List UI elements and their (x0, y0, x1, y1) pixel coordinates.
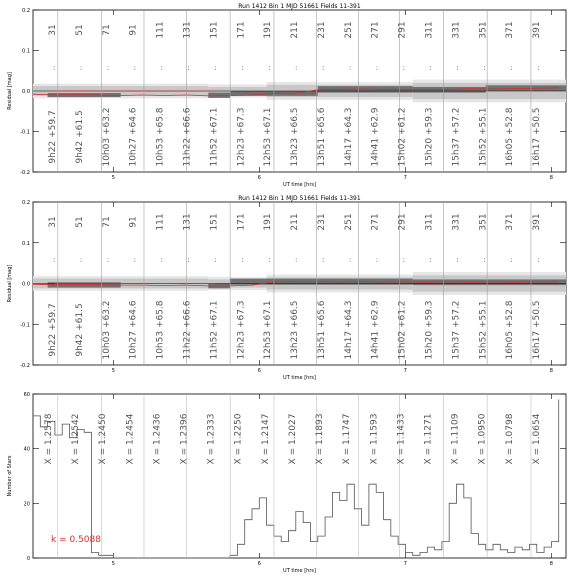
airmass-label: X = 1.1433 (396, 413, 407, 465)
field-dot-marker: : (268, 64, 271, 72)
pointing-label: 14h41 +62.9 (370, 300, 381, 360)
pointing-label: 11h22 +66.6 (182, 300, 193, 360)
field-number-label: 131 (182, 213, 193, 231)
pointing-label: 15h02 +61.2 (397, 300, 408, 360)
y-tick-label: -0.2 (20, 363, 30, 369)
airmass-label: X = 1.2578 (44, 413, 54, 465)
field-dot-marker: : (348, 256, 352, 264)
x-tick-label: 6 (257, 561, 261, 567)
field-dot-marker: : (483, 256, 486, 264)
field-dot-marker: : (160, 64, 163, 72)
field-dot-marker: : (295, 256, 298, 264)
field-dot-marker: : (241, 256, 244, 264)
x-tick-label: 6 (257, 368, 261, 374)
field-number-label: 71 (101, 216, 112, 228)
field-dot-marker: : (214, 256, 217, 264)
field-dot-marker: : (429, 64, 432, 72)
x-tick-label: 7 (403, 175, 407, 181)
x-tick-label: 8 (549, 368, 553, 374)
field-number-label: 391 (532, 21, 543, 39)
field-number-label: 351 (478, 21, 489, 39)
field-number-label: 171 (236, 21, 247, 39)
chart-title: Run 1412 Bin 1 MJD 51661 Fields 11-391 (238, 195, 361, 202)
pointing-label: 10h27 +64.6 (128, 107, 139, 167)
field-dot-marker: : (375, 256, 379, 264)
airmass-label: X = 1.1109 (450, 413, 461, 465)
pointing-label: 11h52 +67.1 (209, 300, 220, 360)
field-dot-marker: : (79, 256, 83, 264)
airmass-label: X = 1.0798 (504, 413, 515, 465)
pointing-label: 12h53 +67.1 (263, 107, 274, 167)
airmass-label: X = 1.2396 (179, 413, 190, 465)
field-number-label: 311 (424, 213, 435, 231)
pointing-label: 9h42 +61.5 (74, 303, 85, 357)
field-number-label: 171 (236, 213, 247, 231)
field-number-label: 31 (48, 24, 58, 36)
pointing-label: 10h27 +64.6 (128, 300, 139, 360)
field-number-label: 51 (74, 24, 85, 36)
pointing-label: 12h23 +67.3 (236, 107, 247, 167)
field-number-label: 231 (316, 21, 327, 39)
field-number-label: 371 (505, 21, 516, 39)
field-number-label: 71 (101, 24, 112, 36)
y-axis-label: Residual [mag] (7, 264, 13, 303)
pointing-label: 13h23 +66.5 (290, 107, 301, 167)
x-tick-label: 5 (111, 175, 115, 181)
y-tick-label: 40 (23, 446, 30, 453)
field-number-label: 151 (209, 213, 220, 231)
pointing-label: 15h20 +59.3 (424, 107, 435, 167)
field-dot-marker: : (537, 64, 540, 72)
field-dot-marker: : (537, 256, 540, 264)
x-tick-label: 6 (257, 175, 261, 181)
pointing-label: 11h22 +66.6 (182, 107, 193, 167)
x-tick-label: 5 (111, 368, 115, 374)
field-dot-marker: : (214, 64, 217, 72)
airmass-label: X = 1.2542 (71, 413, 82, 465)
x-tick-label: 8 (549, 561, 553, 567)
field-number-label: 331 (451, 21, 462, 39)
field-number-label: 351 (478, 213, 489, 231)
chart-title: Run 1412 Bin 1 MJD 51661 Fields 11-391 (238, 3, 361, 10)
field-number-label: 191 (263, 21, 274, 39)
pointing-label: 10h53 +65.8 (155, 300, 166, 360)
pointing-label: 10h03 +63.2 (101, 300, 112, 360)
pointing-label: 16h05 +52.8 (505, 107, 516, 167)
pointing-label: 15h52 +55.1 (478, 107, 489, 167)
y-axis-label: Residual [mag] (7, 72, 13, 110)
airmass-label: X = 1.1271 (423, 413, 434, 465)
field-number-label: 131 (182, 21, 193, 39)
pointing-label: 15h52 +55.1 (478, 300, 489, 360)
field-number-label: 151 (209, 21, 220, 39)
field-dot-marker: : (510, 256, 513, 264)
field-number-label: 251 (343, 21, 354, 39)
pointing-label: 14h41 +62.9 (370, 107, 381, 167)
field-dot-marker: : (321, 256, 325, 264)
airmass-label: X = 1.0654 (531, 413, 542, 465)
field-number-label: 31 (48, 216, 58, 228)
x-axis-label: UT time [hrs] (283, 568, 316, 574)
y-tick-label: 0.1 (22, 48, 30, 55)
y-tick-label: 60 (23, 392, 30, 398)
field-number-label: 291 (397, 21, 408, 39)
field-number-label: 271 (370, 21, 381, 39)
airmass-label: X = 1.2250 (233, 413, 244, 465)
pointing-label: 16h17 +50.5 (532, 300, 543, 360)
pointing-label: 13h51 +65.6 (316, 107, 327, 167)
pointing-label: 14h17 +64.3 (343, 107, 354, 167)
pointing-label: 14h17 +64.3 (343, 300, 354, 360)
field-dot-marker: : (456, 256, 459, 264)
pointing-label: 10h53 +65.8 (155, 107, 166, 167)
field-dot-marker: : (510, 64, 513, 72)
airmass-label: X = 1.0950 (477, 413, 488, 465)
field-dot-marker: : (241, 64, 244, 72)
x-tick-label: 7 (403, 561, 407, 567)
field-number-label: 51 (74, 216, 85, 228)
airmass-label: X = 1.1747 (342, 413, 353, 465)
extinction-annotation: k = 0.5088 (51, 535, 101, 545)
field-number-label: 331 (451, 213, 462, 231)
y-tick-label: 0.2 (22, 200, 30, 206)
field-number-label: 91 (128, 216, 139, 228)
pointing-label: 12h53 +67.1 (263, 300, 274, 360)
field-number-label: 271 (370, 213, 381, 231)
airmass-label: X = 1.2147 (260, 413, 271, 465)
field-dot-marker: : (483, 64, 486, 72)
y-tick-label: -0.2 (20, 170, 30, 176)
field-dot-marker: : (79, 64, 83, 72)
field-dot-marker: : (321, 64, 325, 72)
airmass-label: X = 1.1893 (315, 413, 326, 465)
pointing-label: 15h02 +61.2 (397, 107, 408, 167)
y-tick-label: 0.1 (22, 240, 30, 247)
field-dot-marker: : (375, 64, 379, 72)
field-dot-marker: : (53, 64, 56, 72)
x-tick-label: 8 (549, 175, 553, 181)
x-axis-label: UT time [hrs] (283, 182, 316, 188)
x-tick-label: 7 (403, 368, 407, 374)
pointing-label: 10h03 +63.2 (101, 107, 112, 167)
pointing-label: 15h37 +57.2 (451, 300, 462, 360)
airmass-label: X = 1.2333 (206, 413, 217, 465)
field-number-label: 251 (343, 213, 354, 231)
field-dot-marker: : (160, 256, 163, 264)
field-dot-marker: : (402, 256, 405, 264)
airmass-label: X = 1.2450 (98, 413, 109, 465)
pointing-label: 16h05 +52.8 (505, 300, 516, 360)
airmass-label: X = 1.2027 (287, 413, 298, 465)
field-dot-marker: : (402, 64, 405, 72)
field-dot-marker: : (187, 256, 190, 264)
pointing-label: 15h20 +59.3 (424, 300, 435, 360)
field-dot-marker: : (187, 64, 190, 72)
y-tick-label: 20 (23, 501, 30, 508)
pointing-label: 9h22 +59.7 (48, 303, 58, 357)
field-dot-marker: : (295, 64, 298, 72)
airmass-label: X = 1.2454 (125, 413, 136, 465)
field-number-label: 111 (155, 213, 166, 231)
field-dot-marker: : (106, 256, 110, 264)
field-dot-marker: : (456, 64, 459, 72)
field-dot-marker: : (106, 64, 110, 72)
pointing-label: 11h52 +67.1 (209, 107, 220, 167)
airmass-label: X = 1.2436 (152, 413, 163, 465)
field-number-label: 211 (290, 213, 301, 231)
y-tick-label: -0.1 (20, 129, 30, 136)
pointing-label: 16h17 +50.5 (532, 107, 543, 167)
airmass-label: X = 1.1593 (369, 413, 380, 465)
y-tick-label: -0.1 (20, 322, 30, 329)
pointing-label: 13h51 +65.6 (316, 300, 327, 360)
field-number-label: 231 (316, 213, 327, 231)
x-tick-label: 5 (111, 561, 115, 567)
field-dot-marker: : (133, 64, 137, 72)
pointing-label: 13h23 +66.5 (290, 300, 301, 360)
x-axis-label: UT time [hrs] (283, 375, 316, 381)
field-number-label: 91 (128, 24, 139, 36)
y-tick-label: 0.0 (22, 89, 30, 95)
field-dot-marker: : (348, 64, 352, 72)
y-tick-label: 0.0 (22, 281, 30, 288)
field-dot-marker: : (133, 256, 137, 264)
field-dot-marker: : (268, 256, 271, 264)
field-number-label: 391 (532, 213, 543, 231)
y-tick-label: 0 (26, 556, 30, 562)
field-number-label: 191 (263, 213, 274, 231)
field-number-label: 111 (155, 21, 166, 39)
y-axis-label: Number of Stars (7, 455, 13, 497)
field-dot-marker: : (429, 256, 432, 264)
field-number-label: 311 (424, 21, 435, 39)
field-number-label: 211 (290, 21, 301, 39)
field-dot-marker: : (53, 256, 56, 264)
y-tick-label: 0.2 (22, 8, 30, 14)
field-number-label: 291 (397, 213, 408, 231)
field-number-label: 371 (505, 213, 516, 231)
pointing-label: 15h37 +57.2 (451, 107, 462, 167)
pointing-label: 9h42 +61.5 (74, 110, 85, 164)
pointing-label: 9h22 +59.7 (48, 110, 58, 164)
pointing-label: 12h23 +67.3 (236, 300, 247, 360)
